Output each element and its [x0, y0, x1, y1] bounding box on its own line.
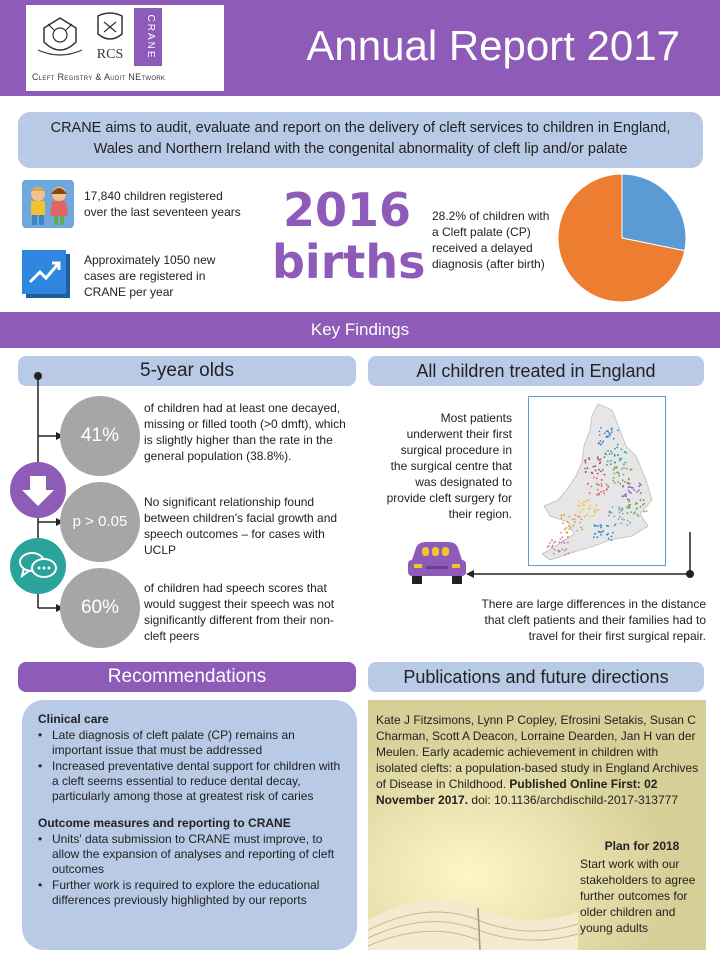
england-surgery-line-3: surgical procedure in: [400, 443, 512, 457]
map-dot: [640, 484, 642, 486]
map-dot: [642, 504, 644, 506]
speech-bubbles-icon: [10, 538, 66, 594]
map-dot: [608, 515, 610, 517]
map-dot: [616, 466, 618, 468]
map-dot: [589, 516, 591, 518]
delayed-line-3: received a delayed: [432, 241, 533, 255]
list-item: • Further work is required to explore the educational differences previously highlighted by our reports: [38, 878, 341, 908]
map-dot: [601, 479, 603, 481]
distance-text: [440, 596, 706, 644]
map-dot: [613, 516, 615, 518]
map-dot: [579, 505, 581, 507]
finding-speech-line-4: cleft peers: [144, 629, 200, 643]
map-dot: [605, 436, 607, 438]
map-dot: [621, 509, 623, 511]
finding-decay-line-4: general population (38.8%).: [144, 449, 292, 463]
map-dot: [643, 511, 645, 513]
map-dot: [585, 471, 587, 473]
map-dot: [600, 527, 602, 529]
map-dot: [624, 481, 626, 483]
map-dot: [596, 478, 598, 480]
recommendations-heading-text: Recommendations: [107, 666, 267, 687]
map-dot: [636, 491, 638, 493]
map-dot: [618, 518, 620, 520]
map-dot: [593, 466, 595, 468]
map-dot: [606, 525, 608, 527]
map-dot: [629, 504, 631, 506]
map-dot: [622, 513, 624, 515]
map-dot: [609, 453, 611, 455]
map-dot: [587, 467, 589, 469]
map-dot: [610, 450, 612, 452]
map-dot: [574, 519, 576, 521]
map-dot: [613, 469, 615, 471]
map-dot: [628, 478, 630, 480]
map-dot: [584, 516, 586, 518]
map-dot: [614, 454, 616, 456]
map-dot: [628, 490, 630, 492]
england-surgery-line-1: Most patients: [440, 411, 512, 425]
map-dot: [640, 499, 642, 501]
map-dot: [607, 485, 609, 487]
finding-speech-text: [144, 580, 354, 644]
map-dot: [635, 503, 637, 505]
map-dot: [573, 525, 575, 527]
map-dot: [601, 485, 603, 487]
map-dot: [643, 499, 645, 501]
new-cases-stat: [84, 252, 274, 300]
map-dot: [592, 472, 594, 474]
england-surgery-line-7: their region.: [448, 507, 512, 521]
car-icon: [406, 538, 468, 588]
citation-body: Kate J Fitzsimons, Lynn P Copley, Efrosini Setakis, Susan C Charman, Scott A Deacon, Lorraine Dearden, Jan H van der Meulen. Early academic achievement in children with isolated clefts: a population-based study in England Archives of Disease in Childhood.: [376, 713, 699, 791]
map-dot: [597, 456, 599, 458]
map-dot: [624, 451, 626, 453]
finding-decay-line-2: missing or filled tooth (>0 dmft), which: [144, 417, 346, 431]
finding-growth-line-4: UCLP: [144, 543, 177, 557]
map-dot: [628, 501, 630, 503]
map-dot: [585, 459, 587, 461]
map-dot: [610, 463, 612, 465]
map-dot: [633, 489, 635, 491]
map-dot: [627, 524, 629, 526]
map-dot: [590, 505, 592, 507]
finding-growth-line-3: speech outcomes – for cases with: [144, 527, 325, 541]
map-dot: [618, 506, 620, 508]
map-dot: [619, 512, 621, 514]
map-dot: [640, 492, 642, 494]
map-dot: [621, 518, 623, 520]
map-dot: [604, 456, 606, 458]
map-dot: [623, 519, 625, 521]
finding-speech-value: 60%: [80, 597, 120, 618]
map-dot: [594, 524, 596, 526]
map-dot: [611, 453, 613, 455]
finding-decay-text: [144, 400, 354, 464]
map-dot: [588, 508, 590, 510]
map-dot: [630, 469, 632, 471]
map-dot: [646, 510, 648, 512]
map-dot: [623, 474, 625, 476]
delayed-diagnosis-stat: [432, 208, 562, 272]
plan-2018-line-1: Start work with our: [580, 857, 680, 871]
clinical-care-title: Clinical care: [38, 712, 109, 726]
england-surgery-line-4: the surgical centre that: [390, 459, 512, 473]
map-dot: [600, 524, 602, 526]
map-dot: [640, 506, 642, 508]
down-arrow-icon: [10, 462, 66, 518]
map-dot: [610, 460, 612, 462]
finding-growth-line-1: No significant relationship found: [144, 495, 315, 509]
map-dot: [606, 464, 608, 466]
map-dot: [568, 525, 570, 527]
map-dot: [598, 443, 600, 445]
aims-line-1: CRANE aims to audit, evaluate and report on the delivery of cleft services to children in England,: [50, 120, 671, 136]
map-dot: [582, 503, 584, 505]
births-word: births: [272, 235, 426, 289]
map-dot: [579, 516, 581, 518]
map-dot: [595, 525, 597, 527]
children-icon: [22, 180, 74, 228]
map-dot: [618, 475, 620, 477]
map-dot: [631, 511, 633, 513]
finding-growth-circle: [60, 482, 140, 562]
map-dot: [627, 512, 629, 514]
map-dot: [616, 472, 618, 474]
map-dot: [638, 485, 640, 487]
finding-growth-line-2: between children's facial growth and: [144, 511, 338, 525]
map-dot: [628, 506, 630, 508]
plan-2018-title: Plan for 2018: [604, 839, 680, 853]
map-dot: [598, 494, 600, 496]
map-dot: [577, 504, 579, 506]
map-dot: [589, 492, 591, 494]
clinical-care-list: [38, 728, 341, 804]
map-dot: [580, 527, 582, 529]
map-dot: [585, 462, 587, 464]
finding-speech-line-3: significantly different from their non-: [144, 613, 334, 627]
map-dot: [597, 525, 599, 527]
map-dot: [600, 440, 602, 442]
map-dot: [565, 527, 567, 529]
registered-line-2: over the last seventeen years: [84, 205, 241, 219]
map-dot: [617, 481, 619, 483]
plan-2018-line-3: further outcomes for: [580, 889, 688, 903]
map-dot: [602, 469, 604, 471]
map-dot: [584, 468, 586, 470]
map-dot: [567, 521, 569, 523]
finding-growth-value: p > 0.05: [72, 513, 128, 530]
plan-2018-line-4: older children and: [580, 905, 676, 919]
map-dot: [616, 447, 618, 449]
distance-line-1: There are large differences in the distance: [481, 597, 706, 611]
map-dot: [582, 509, 584, 511]
map-dot: [598, 459, 600, 461]
map-dot: [612, 480, 614, 482]
map-dot: [619, 508, 621, 510]
five-year-olds-heading: [18, 356, 356, 386]
map-dot: [581, 518, 583, 520]
trend-up-icon: [22, 250, 70, 298]
recommendations-box: [22, 700, 357, 950]
map-dot: [597, 489, 599, 491]
map-dot: [625, 495, 627, 497]
map-dot: [586, 500, 588, 502]
map-dot: [563, 514, 565, 516]
map-dot: [617, 444, 619, 446]
map-dot: [619, 459, 621, 461]
map-dot: [588, 499, 590, 501]
distance-line-3: travel for their first surgical repair.: [528, 629, 706, 643]
key-findings-title: Key Findings: [310, 320, 410, 339]
map-dot: [625, 462, 627, 464]
map-dot: [604, 474, 606, 476]
map-dot: [612, 506, 614, 508]
key-findings-band: [0, 312, 720, 348]
crest-icon: [34, 10, 86, 62]
map-dot: [562, 522, 564, 524]
map-dot: [623, 467, 625, 469]
map-dot: [597, 473, 599, 475]
map-dot: [622, 486, 624, 488]
map-dot: [609, 511, 611, 513]
map-dot: [623, 464, 625, 466]
map-dot: [611, 512, 613, 514]
map-dot: [621, 523, 623, 525]
distance-line-2: that cleft patients and their families had to: [484, 613, 706, 627]
page-title: Annual Report 2017: [306, 22, 680, 69]
map-dot: [627, 507, 629, 509]
map-dot: [607, 450, 609, 452]
map-dot: [606, 484, 608, 486]
map-dot: [561, 517, 563, 519]
map-dot: [619, 516, 621, 518]
publications-heading-text: Publications and future directions: [403, 667, 669, 687]
map-dot: [606, 489, 608, 491]
map-dot: [627, 498, 629, 500]
map-dot: [602, 440, 604, 442]
map-dot: [617, 455, 619, 457]
map-dot: [601, 442, 603, 444]
map-dot: [603, 490, 605, 492]
list-item: • Increased preventative dental support for children with a cleft seems essential to reduce dental decay, particularly among those at greatest risk of caries: [38, 759, 341, 804]
map-dot: [636, 508, 638, 510]
map-dot: [569, 516, 571, 518]
logo-crane-text: CRANE: [145, 14, 156, 60]
map-dot: [596, 504, 598, 506]
map-dot: [594, 465, 596, 467]
map-dot: [614, 467, 616, 469]
logo-subtitle: Cleft Registry & Audit NEtwork: [32, 72, 166, 82]
aims-line-2: Wales and Northern Ireland with the congenital abnormality of cleft lip and/or palate: [93, 141, 628, 157]
aims-statement: [18, 112, 703, 168]
map-dot: [601, 483, 603, 485]
england-surgery-text: [376, 410, 512, 522]
map-dot: [598, 469, 600, 471]
map-dot: [621, 458, 623, 460]
delayed-line-2: a Cleft palate (CP): [432, 225, 531, 239]
map-dot: [597, 509, 599, 511]
map-dot: [603, 493, 605, 495]
map-dot: [618, 473, 620, 475]
finding-growth-text: [144, 494, 354, 558]
new-cases-line-3: CRANE per year: [84, 285, 174, 299]
map-dot: [578, 501, 580, 503]
map-dot: [629, 499, 631, 501]
pie-slice-delayed: [622, 174, 686, 251]
map-dot: [577, 516, 579, 518]
map-dot: [638, 515, 640, 517]
map-dot: [579, 522, 581, 524]
publications-heading: [368, 662, 704, 692]
citation-published-label: Published Online First: 02 November 2017.: [376, 777, 658, 807]
finding-speech-line-2: would suggest their speech was not: [144, 597, 335, 611]
new-cases-line-2: cases are registered in: [84, 269, 206, 283]
citation-doi: doi: 10.1136/archdischild-2017-313777: [471, 793, 679, 807]
outcome-measures-title: Outcome measures and reporting to CRANE: [38, 816, 291, 830]
map-dot: [596, 494, 598, 496]
map-dot: [600, 444, 602, 446]
map-dot: [609, 433, 611, 435]
plan-2018-line-5: young adults: [580, 921, 649, 935]
map-dot: [593, 477, 595, 479]
map-dot: [593, 515, 595, 517]
map-dot: [614, 448, 616, 450]
delayed-line-4: diagnosis (after birth): [432, 257, 545, 271]
map-dot: [630, 492, 632, 494]
map-dot: [575, 514, 577, 516]
map-dot: [614, 473, 616, 475]
map-dot: [613, 477, 615, 479]
map-dot: [591, 486, 593, 488]
map-dot: [617, 430, 619, 432]
map-dot: [594, 512, 596, 514]
map-dot: [614, 482, 616, 484]
new-cases-line-1: Approximately 1050 new: [84, 253, 216, 267]
map-dot: [572, 518, 574, 520]
map-dot: [560, 515, 562, 517]
rcs-crest-icon: [90, 10, 130, 62]
map-dot: [600, 427, 602, 429]
logo-crane-vertical: [134, 8, 162, 66]
delayed-line-1: 28.2% of children with: [432, 209, 550, 223]
map-dot: [634, 511, 636, 513]
map-dot: [611, 429, 613, 431]
registered-line-1: 17,840 children registered: [84, 189, 223, 203]
map-dot: [600, 491, 602, 493]
map-dot: [625, 493, 627, 495]
map-dot: [599, 431, 601, 433]
map-dot: [586, 514, 588, 516]
births-year: 2016: [282, 183, 412, 237]
list-item: • Units' data submission to CRANE must improve, to allow the expansion of analyses and reporting of cleft outcomes: [38, 832, 341, 877]
plan-2018: [580, 838, 704, 936]
map-dot: [621, 468, 623, 470]
recommendations-heading: [18, 662, 356, 692]
map-dot: [599, 462, 601, 464]
map-dot: [579, 511, 581, 513]
map-dot: [604, 453, 606, 455]
publications-box: [368, 700, 706, 950]
map-dot: [574, 521, 576, 523]
map-dot: [613, 438, 615, 440]
map-dot: [607, 430, 609, 432]
citation-text: [376, 712, 700, 808]
map-dot: [614, 524, 616, 526]
england-heading: [368, 356, 704, 386]
map-dot: [623, 495, 625, 497]
map-dot: [629, 483, 631, 485]
map-dot: [620, 483, 622, 485]
map-dot: [583, 501, 585, 503]
map-dot: [599, 434, 601, 436]
map-dot: [629, 522, 631, 524]
map-dot: [611, 431, 613, 433]
finding-speech-circle: [60, 568, 140, 648]
finding-decay-value: 41%: [80, 425, 120, 446]
finding-decay-circle: [60, 396, 140, 476]
map-dot: [589, 458, 591, 460]
map-dot: [597, 484, 599, 486]
map-dot: [627, 520, 629, 522]
logo-rcs-text: RCS: [96, 47, 124, 62]
map-dot: [632, 487, 634, 489]
map-dot: [595, 470, 597, 472]
finding-decay-line-1: of children had at least one decayed,: [144, 401, 341, 415]
map-dot: [587, 483, 589, 485]
map-dot: [608, 435, 610, 437]
finding-speech-line-1: of children had speech scores that: [144, 581, 327, 595]
outcome-measures-list: [38, 832, 341, 908]
map-dot: [620, 449, 622, 451]
births-label: [272, 183, 426, 289]
map-dot: [639, 483, 641, 485]
map-dot: [600, 471, 602, 473]
registered-stat: [84, 188, 274, 220]
map-dot: [636, 514, 638, 516]
map-dot: [638, 490, 640, 492]
england-surgery-line-6: provide cleft surgery for: [386, 491, 512, 505]
map-dot: [607, 460, 609, 462]
map-dot: [594, 509, 596, 511]
england-surgery-line-5: was designated to: [415, 475, 512, 489]
map-dot: [628, 486, 630, 488]
map-dot: [604, 432, 606, 434]
map-dot: [622, 479, 624, 481]
map-dot: [608, 432, 610, 434]
map-dot: [583, 504, 585, 506]
plan-2018-line-2: stakeholders to agree: [580, 873, 696, 887]
map-dot: [626, 468, 628, 470]
england-heading-text: All children treated in England: [416, 361, 656, 381]
map-dot: [614, 462, 616, 464]
five-year-olds-heading-text: 5-year olds: [140, 360, 234, 381]
list-item: • Late diagnosis of cleft palate (CP) remains an important issue that must be addressed: [38, 728, 341, 758]
delayed-diagnosis-pie-chart: [556, 172, 688, 304]
finding-decay-line-3: is slightly higher than the rate in the: [144, 433, 333, 447]
map-dot: [570, 527, 572, 529]
england-surgery-line-2: underwent their first: [406, 427, 512, 441]
